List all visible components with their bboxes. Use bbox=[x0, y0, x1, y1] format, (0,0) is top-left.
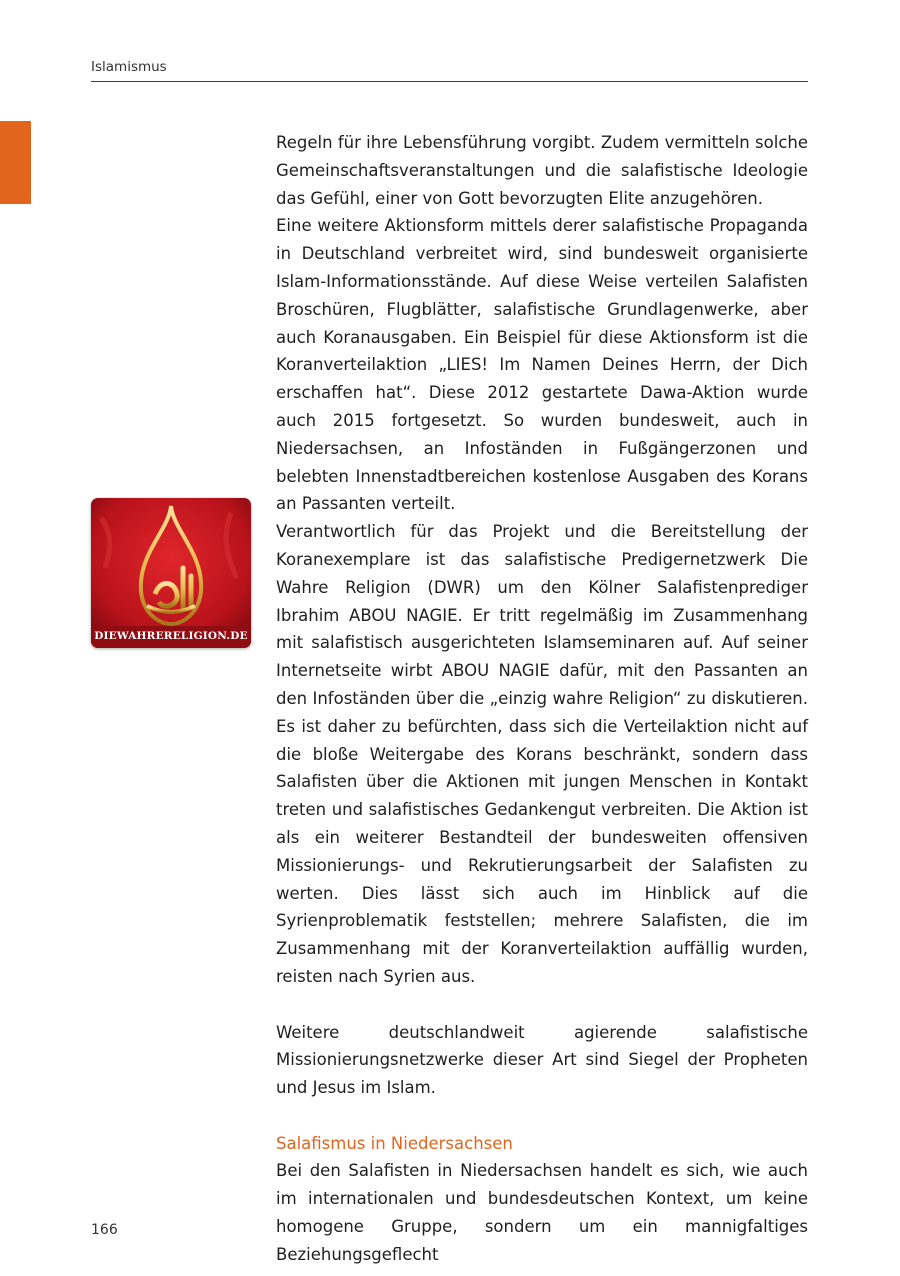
section-paragraph: Bei den Salafisten in Niedersachsen handelt es sich, wie auch im internationalen und bundesdeutschen Kontext, um keine homogene Gruppe, sondern um ein mannigfaltiges Beziehungsgeflecht bbox=[276, 1161, 808, 1264]
running-head: Islamismus bbox=[91, 59, 167, 75]
page-number: 166 bbox=[91, 1222, 118, 1238]
paragraph-1: Regeln für ihre Lebensführung vorgibt. Zudem vermitteln solche Gemeinschaftsveranstaltungen und die salafistische Ideologie das Gefühl, einer von Gott bevorzugten Elite anzugehören. bbox=[276, 133, 808, 208]
paragraph-4: Weitere deutschlandweit agierende salafistische Missionierungsnetzwerke dieser Art sind Siegel der Propheten und Jesus im Islam. bbox=[276, 1022, 808, 1098]
paragraph-2: Eine weitere Aktionsform mittels derer salafistische Propaganda in Deutschland verbreitet wird, sind bundesweit organisierte Islam-Informationsstände. Auf diese Weise verteilen Salafisten Broschüren, Flugblätter, salafistische Grundlagenwerke, aber auch Koranausgaben. Ein Beispiel für diese Aktionsform ist die Koranverteilaktion „LIES! Im Namen Deines Herrn, der Dich erschaffen hat“. Diese 2012 gestartete Dawa-Aktion wurde auch 2015 fortgesetzt. So wurden bundesweit, auch in Niedersachsen, an Infoständen in Fußgängerzonen und belebten Innenstadtbereichen kostenlose Ausgaben des Korans an Passanten verteilt. bbox=[276, 216, 808, 514]
chapter-tab-marker bbox=[0, 121, 31, 204]
body-text-column bbox=[276, 129, 808, 1269]
header-rule bbox=[91, 81, 808, 82]
diewahrereligion-logo bbox=[91, 498, 251, 648]
logo-graphic bbox=[91, 498, 251, 648]
paragraph-3: Verantwortlich für das Projekt und die Bereitstellung der Koranexemplare ist das salafistische Predigernetzwerk Die Wahre Religion (DWR) um den Kölner Salafistenprediger Ibrahim ABOU NAGIE. Er tritt regelmäßig im Zusammenhang mit salafistisch ausgerichteten Islamseminaren auf. Auf seiner Internetseite wirbt ABOU NAGIE dafür, mit den Passanten an den Infoständen über die „einzig wahre Religion“ zu diskutieren. Es ist daher zu befürchten, dass sich die Verteilaktion nicht auf die bloße Weitergabe des Korans beschränkt, sondern dass Salafisten über die Aktionen mit jungen Menschen in Kontakt treten und salafistisches Gedankengut verbreiten. Die Aktion ist als ein weiterer Bestandteil der bundesweiten offensiven Missionierungs- und Rekrutierungsarbeit der Salafisten zu werten. Dies lässt sich auch im Hinblick auf die Syrienproblematik feststellen; mehrere Salafisten, die im Zusammenhang mit der Koranverteilaktion auffällig wurden, reisten nach Syrien aus. bbox=[276, 522, 808, 986]
logo-caption: DIEWAHRERELIGION.DE bbox=[94, 630, 248, 642]
paragraph-spacer bbox=[276, 991, 808, 1019]
section-heading: Salafismus in Niedersachsen bbox=[276, 1133, 513, 1153]
paragraph-spacer bbox=[276, 1102, 808, 1130]
